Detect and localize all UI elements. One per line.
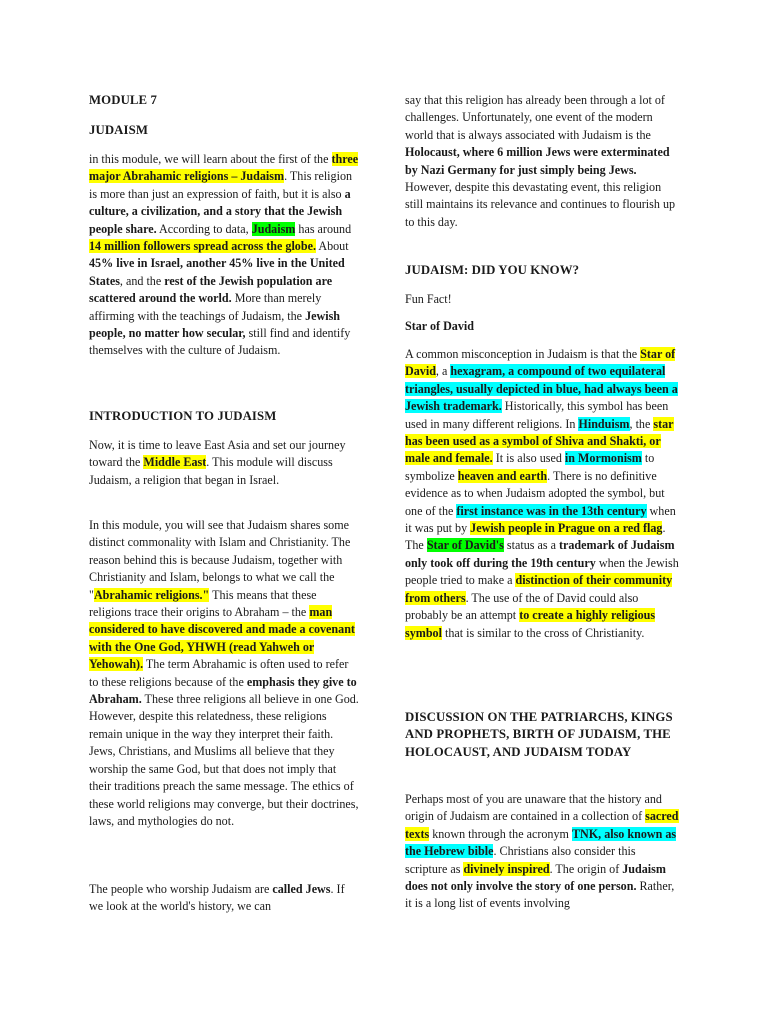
discussion-heading: DISCUSSION ON THE PATRIARCHS, KINGS AND PROPHETS, BIRTH OF JUDAISM, THE HOLOCAUST, AND JUDAISM TODAY	[405, 710, 673, 759]
text-run: It is also used	[492, 451, 565, 466]
text-run: , and the	[119, 273, 165, 288]
text-run: has around	[295, 221, 352, 236]
highlighted-text: Star of David	[405, 347, 676, 379]
highlighted-text: in Mormonism	[564, 451, 642, 466]
highlighted-text: Jewish people in Prague on a red flag	[470, 521, 663, 536]
text-run: . There is no definitive evidence as to when Judaism adopted the symbol, but one of the	[405, 468, 665, 518]
highlighted-text: star has been used as a symbol of Shiva and Shakti, or male and female.	[405, 416, 674, 466]
highlighted-text: Star of David's	[426, 538, 504, 553]
text-run: still find and identify themselves with the culture of Judaism.	[89, 326, 351, 358]
text-run: . The origin of	[549, 861, 623, 876]
text-run: Perhaps most of you are unaware that the history and origin of Judaism are contained in a collection of	[405, 792, 662, 824]
text-run: . This module will discuss Judaism, a religion that began in Israel.	[89, 455, 333, 487]
abrahamic-paragraph	[89, 517, 359, 830]
bold-text: Holocaust, where 6 million Jews were exterminated by Nazi Germany for just simply being Jews.	[405, 145, 670, 177]
did-you-know-heading: JUDAISM: DID YOU KNOW?	[405, 263, 580, 277]
text-run: Historically, this symbol has been used in many different religions. In	[405, 399, 669, 431]
sacred-texts-paragraph	[405, 791, 680, 913]
text-run: The people who worship Judaism are	[89, 882, 273, 896]
text-run: status as a	[503, 538, 559, 553]
text-run: However, despite this devastating event, this religion still maintains its relevance and continues to flourish up to this day.	[405, 180, 676, 229]
text-run: . The	[405, 521, 666, 553]
text-run: These three religions all believe in one God. However, despite this relatedness, these religions remain unique in the way they interpret their faith. Jews, Christians, and Muslims all believe that they worship the same God, but that does not imply that their traditions preach the same message. The ethics of these world religions may converge, but their doctrines, laws, and mythologies do not.	[89, 692, 359, 828]
bold-text: a culture, a civilization, and a story that the Jewish people share.	[89, 186, 351, 236]
highlighted-text: distinction of their community from others	[405, 573, 673, 605]
text-run: when it was put by	[405, 503, 676, 536]
middle-east-paragraph	[89, 437, 359, 489]
highlighted-text: hexagram, a compound of two equilateral triangles, usually depicted in blue, had always been a Jewish trademark.	[405, 364, 678, 414]
bold-text: Judaism does not only involve the story of one person.	[405, 861, 666, 894]
bold-text: trademark of Judaism only took off during the 19th century	[405, 538, 675, 570]
intro-heading: INTRODUCTION TO JUDAISM	[89, 409, 277, 423]
text-run: say that this religion has already been through a lot of challenges. Unfortunately, one event of the modern world that is always associated with Judaism is the	[405, 93, 665, 142]
text-run: when the Jewish people tried to make a	[405, 555, 679, 588]
highlighted-text: Abrahamic religions."	[93, 587, 210, 602]
text-run: According to data,	[156, 221, 252, 236]
fun-fact-label: Fun Fact!	[405, 292, 452, 306]
text-run: . This religion is more than just an expression of faith, but it is also	[89, 169, 353, 201]
text-run: . If we look at the world's history, we can	[89, 882, 345, 914]
bold-text: emphasis they give to Abraham.	[89, 674, 357, 707]
holocaust-paragraph	[405, 92, 680, 231]
text-run: , a	[435, 364, 451, 379]
text-run: that is similar to the cross of Christianity.	[441, 625, 645, 640]
text-run: The term Abrahamic is often used to refer to these religions because of the	[89, 657, 349, 689]
jews-paragraph	[89, 881, 359, 916]
text-run: in this module, we will learn about the first of the	[89, 152, 332, 166]
intro-paragraph	[89, 151, 359, 360]
text-run: known through the acronym	[429, 826, 572, 841]
highlighted-text: first instance was in the 13th century	[456, 503, 647, 518]
highlighted-text: man considered to have discovered and made a covenant with the One God, YHWH (read Yahweh or Yehowah).	[89, 605, 355, 672]
highlighted-text: divinely inspired	[463, 861, 550, 876]
highlighted-text: sacred texts	[405, 809, 679, 841]
bold-text: rest of the Jewish population are scattered around the world.	[89, 273, 333, 306]
bold-text: called Jews	[272, 882, 331, 896]
star-of-david-paragraph	[405, 346, 680, 642]
text-run: In this module, you will see that Judaism shares some distinct commonality with Islam and Christianity. The reason behind this is because Judaism, together with Christianity and Islam, belongs to what we call the "	[89, 518, 351, 602]
highlighted-text: Judaism	[251, 221, 296, 236]
text-run: This means that these religions trace their origins to Abraham – the	[89, 587, 317, 620]
highlighted-text: TNK, also known as the Hebrew bible	[405, 826, 677, 859]
text-run: Now, it is time to leave East Asia and set our journey toward the	[89, 438, 346, 470]
star-of-david-heading: Star of David	[405, 319, 474, 333]
module-title: MODULE 7	[89, 93, 157, 107]
text-run: A common misconception in Judaism is that the	[405, 347, 641, 361]
text-run: to symbolize	[405, 451, 655, 483]
text-run: . Christians also consider this scripture as	[405, 844, 636, 876]
highlighted-text: Middle East	[143, 455, 207, 470]
highlighted-text: 14 million followers spread across the globe.	[89, 239, 316, 254]
highlighted-text: to create a highly religious symbol	[405, 608, 656, 640]
text-run: , the	[629, 416, 654, 431]
text-run: Rather, it is a long list of events involving	[405, 879, 675, 911]
highlighted-text: Hinduism	[578, 416, 630, 431]
text-run: About	[315, 239, 349, 254]
section-title: JUDAISM	[89, 123, 148, 137]
text-run: More than merely affirming with the teachings of Judaism, the	[89, 291, 322, 323]
text-run: . The use of the of David could also probably be an attempt	[405, 590, 639, 623]
bold-text: 45% live in Israel, another 45% live in the United States	[89, 256, 345, 288]
bold-text: Jewish people, no matter how secular,	[89, 308, 341, 341]
highlighted-text: heaven and earth	[457, 468, 548, 483]
highlighted-text: three major Abrahamic religions – Judaism	[89, 152, 359, 184]
